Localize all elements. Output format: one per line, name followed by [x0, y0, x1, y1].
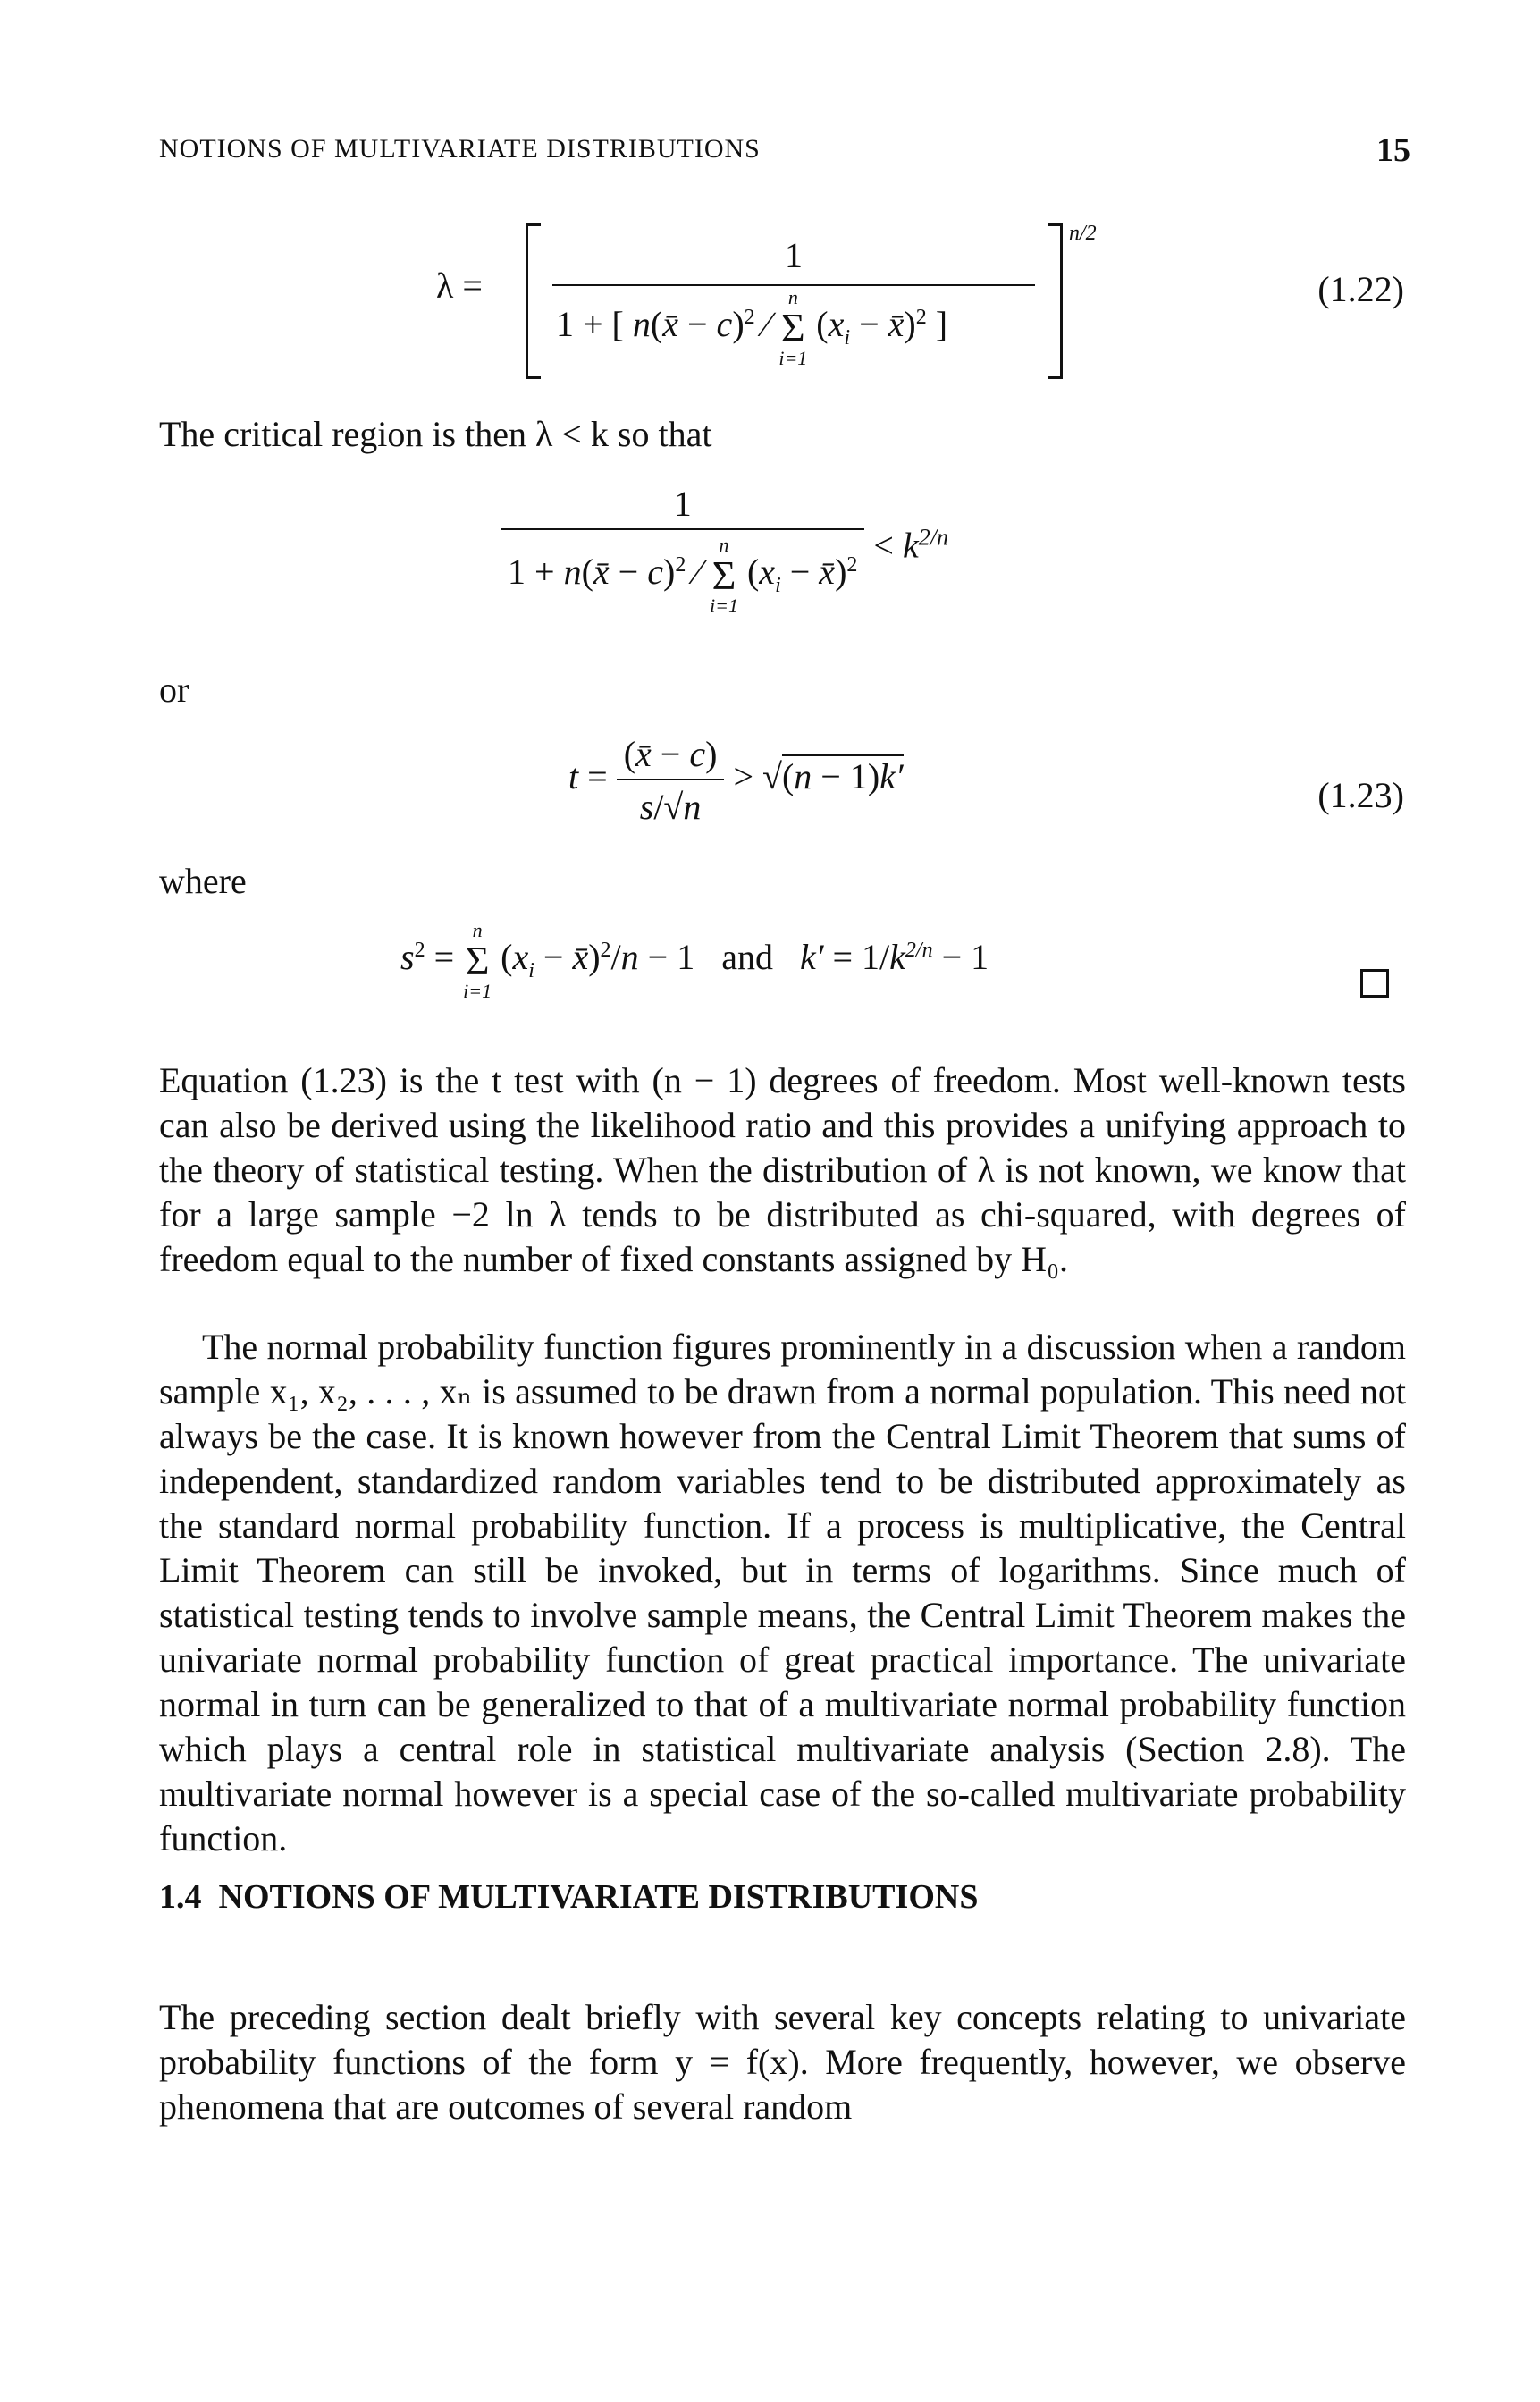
paragraph-t-test: Equation (1.23) is the t test with (n − 1) degrees of freedom. Most well-known tests can also be derived using the likelihood ratio and this provides a unifying approach to the theory of statistical testing. When the distribution of λ is not known, we know that for a large sample −2 ln λ tends to be distributed as chi-squared, with degrees of freedom equal to the number of fixed constants assigned by H₀.: [159, 1060, 1406, 1279]
paragraph-normal-probability: The normal probability function figures prominently in a discussion when a random sample x₁, x₂, . . . , xₙ is assumed to be drawn from a normal population. This need not always be the case. It is known however from the Central Limit Theorem that sums of independent, standardized random variables tend to be distributed approximately as the standard normal probability function. If a process is multiplicative, the Central Limit Theorem can still be invoked, but in terms of logarithms. Since much of statistical testing tends to involve sample means, the Central Limit Theorem makes the univariate normal probability function of great practical importance. The univariate normal in turn can be generalized to that of a multivariate normal probability function which plays a central role in statistical multivariate analysis (Section 2.8). The multivariate normal however is a special case of the so-called multivariate probability function.: [159, 1327, 1406, 1858]
right-bracket: [1048, 223, 1063, 379]
equation-number-1-22: (1.22): [1317, 269, 1404, 309]
word-or: or: [159, 670, 189, 710]
fraction-numerator: 1: [785, 235, 803, 275]
fraction-denominator: 1 + [ n(x̄ − c)$^2$ ∕ n Σ i=1 ($x_i$ − x̄)$^2$ ]: [556, 286, 948, 369]
page-number: 15: [1376, 131, 1410, 169]
lambda-lhs: λ =: [436, 265, 483, 306]
text-critical-region: The critical region is then λ < k so that: [159, 414, 712, 454]
inequality-critical: 1 1 + n(x̄ − c)$^2$ ∕ n Σ i=1 ($x_i$ − x̄)$^2$ < $k^{2/n}$: [501, 483, 948, 616]
definition-s2-kprime: $s^2$ = n Σ i=1 ($x_i$ − x̄)$^2$/n − 1 and $k' = 1/k^{2/n} - 1$: [400, 919, 989, 1002]
section-title: NOTIONS OF MULTIVARIATE DISTRIBUTIONS: [218, 1878, 979, 1916]
exponent-n-over-2: n/2: [1069, 222, 1097, 245]
section-heading: [159, 1877, 978, 1917]
word-where: where: [159, 861, 247, 901]
paragraph-preceding-section: The preceding section dealt briefly with several key concepts relating to univariate probability functions of the form y = f(x). More frequently, however, we observe phenomena that are outcomes of several random: [159, 1997, 1406, 2127]
left-bracket: [526, 223, 541, 379]
equation-1-23: t = $\frac{(x̄ - c)}{s/√n}$ > √(n − 1)k′: [568, 734, 904, 827]
equation-number-1-23: (1.23): [1317, 775, 1404, 815]
end-of-proof-square: [1360, 969, 1389, 998]
running-header: NOTIONS OF MULTIVARIATE DISTRIBUTIONS: [159, 134, 761, 164]
section-number: 1.4: [159, 1878, 202, 1916]
